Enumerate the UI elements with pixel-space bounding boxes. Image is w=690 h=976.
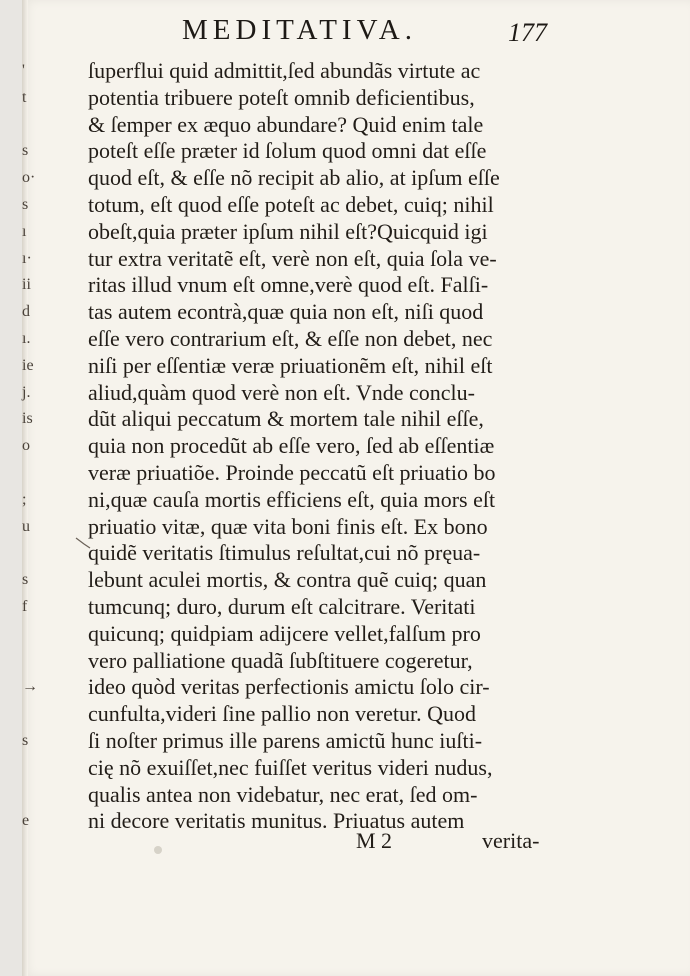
text-line: ſuperflui quid admittit,ſed abundãs virtute ac	[88, 58, 481, 83]
text-line: quia non procedũt ab eſſe vero, ſed ab eſſentiæ	[88, 433, 495, 459]
text-line: obeſt,quia præter ipſum nihil eſt?Quicquid igi	[88, 218, 488, 244]
left-margin-bleedthrough	[22, 58, 36, 835]
margin-mark: o·	[22, 169, 36, 187]
text-line: dũt aliqui peccatum & mortem tale nihil eſſe,	[88, 406, 484, 432]
signature-mark: M 2	[356, 828, 393, 853]
margin-mark	[22, 755, 36, 782]
text-line: veræ priuatiõe. Proinde peccatũ eſt priuatio bo	[88, 459, 496, 485]
text-line: vero palliatione quadã ſubſtituere cogeretur,	[88, 647, 473, 673]
text-line: ni decore veritatis munitus. Priuatus autem	[88, 808, 465, 834]
text-line: cię nõ exuiſſet,nec fuiſſet veritus videri nudus,	[88, 754, 493, 780]
text-line: ideo quòd veritas perfectionis amictu ſolo cir-	[88, 674, 490, 700]
margin-mark: ı	[22, 222, 27, 240]
text-line: poteſt eſſe præter id ſolum quod omni dat eſſe	[88, 138, 487, 164]
book-page	[22, 0, 690, 976]
margin-mark: f	[22, 597, 28, 615]
margin-mark: ı.	[22, 329, 31, 347]
text-line: aliud,quàm quod verè non eſt. Vnde conclu-	[88, 379, 475, 405]
text-line: tur extra veritatẽ eſt, verè non eſt, quia ſola ve-	[88, 245, 497, 271]
margin-mark: e	[22, 812, 30, 830]
running-title: MEDITATIVA.	[182, 14, 417, 46]
margin-mark: '	[22, 62, 25, 79]
signature-line	[22, 828, 690, 858]
margin-mark	[22, 112, 36, 139]
ink-stroke-mark	[74, 536, 92, 550]
text-line: lebunt aculei mortis, & contra quẽ cuiq; quan	[88, 567, 487, 593]
text-line: tumcunq; duro, durum eſt calcitrare. Veritati	[88, 593, 476, 619]
catchword: verita-	[482, 828, 540, 853]
margin-mark: o	[22, 437, 30, 455]
margin-mark: s	[22, 731, 29, 749]
body-text	[88, 58, 608, 835]
margin-mark	[22, 621, 36, 648]
margin-mark: j.	[22, 383, 31, 401]
margin-mark: s	[22, 571, 29, 589]
page-number: 177	[508, 18, 547, 47]
margin-mark: ii	[22, 276, 31, 294]
margin-mark	[22, 540, 36, 567]
margin-mark: ie	[22, 356, 34, 374]
text-line: quicunq; quidpiam adijcere vellet,falſum pro	[88, 620, 481, 646]
running-head	[22, 14, 690, 50]
margin-mark	[22, 782, 36, 809]
text-line: niſi per eſſentiæ veræ priuationẽm eſt, nihil eſt	[88, 352, 493, 378]
margin-mark: s	[22, 142, 29, 160]
text-line: qualis antea non videbatur, nec erat, ſed om-	[88, 781, 478, 807]
margin-mark: is	[22, 410, 33, 428]
text-line: potentia tribuere poteſt omnib deficientibus,	[88, 84, 475, 110]
margin-mark: →	[22, 678, 38, 696]
margin-mark: ı·	[22, 249, 32, 267]
margin-mark: d	[22, 303, 30, 321]
text-line: quod eſt, & eſſe nõ recipit ab alio, at ipſum eſſe	[88, 165, 500, 191]
text-line: totum, eſt quod eſſe poteſt ac debet, cuiq; nihil	[88, 191, 494, 217]
text-line: priuatio vitæ, quæ vita boni finis eſt. Ex bono	[88, 513, 488, 539]
margin-mark: ;	[22, 490, 27, 508]
text-line: quidẽ veritatis ſtimulus reſultat,cui nõ pręua-	[88, 540, 481, 566]
margin-mark	[22, 701, 36, 728]
text-line: ritas illud vnum eſt omne,verè quod eſt. Falſi-	[88, 272, 489, 298]
margin-mark	[22, 648, 36, 675]
text-line: eſſe vero contrarium eſt, & eſſe non debet, nec	[88, 325, 493, 351]
text-line: ſi noſter primus ille parens amictũ hunc iuſti-	[88, 727, 483, 753]
text-line: & ſemper ex æquo abundare? Quid enim tale	[88, 111, 484, 137]
text-line: tas autem econtrà,quæ quia non eſt, niſi quod	[88, 299, 484, 325]
margin-mark: u	[22, 517, 30, 535]
text-line: cunfulta,videri ſine pallio non veretur. Quod	[88, 701, 476, 727]
text-line: ni,quæ cauſa mortis efficiens eſt, quia mors eſt	[88, 486, 496, 512]
margin-mark: s	[22, 195, 29, 213]
paper-stain	[154, 846, 162, 854]
margin-mark: t	[22, 88, 27, 106]
margin-mark	[22, 460, 36, 487]
